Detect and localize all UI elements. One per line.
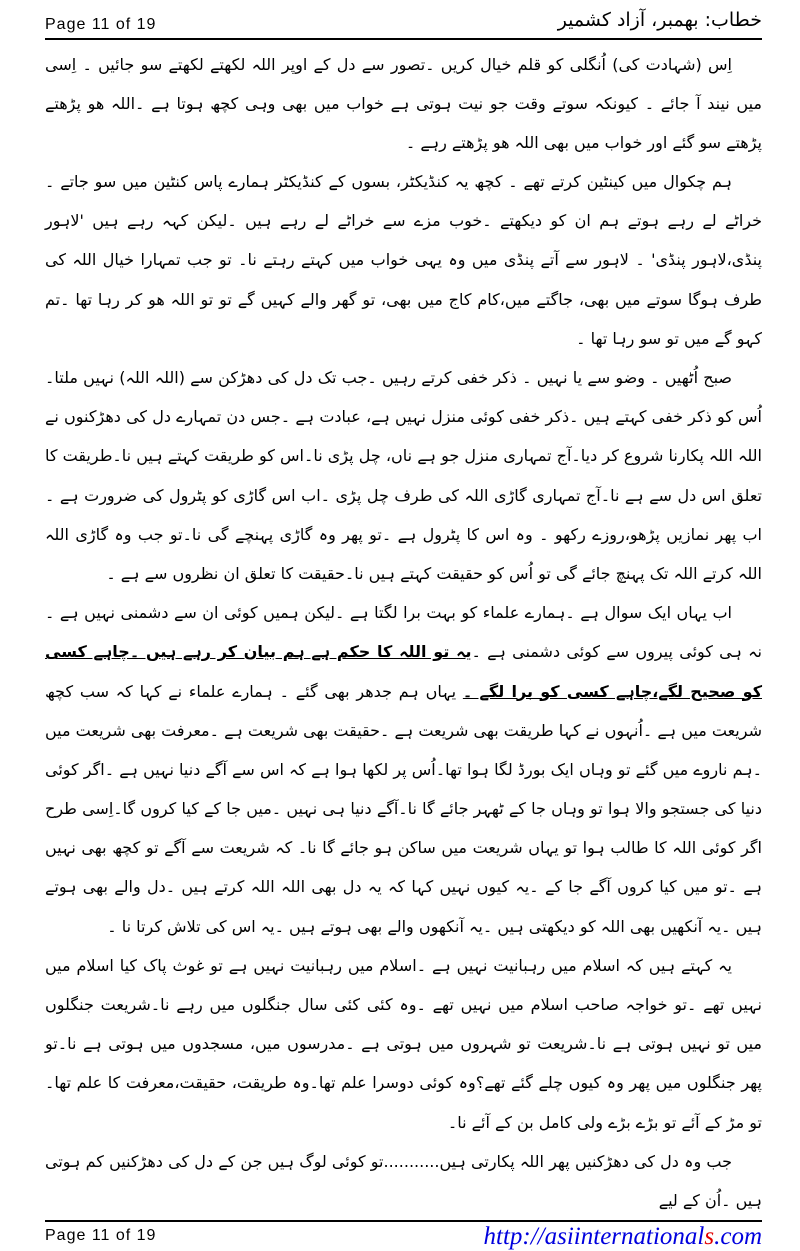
paragraph-2: ہم چکوال میں کینٹین کرتے تھے ۔ کچھ یہ کنڈیکٹر، بسوں کے کنڈیکٹر ہمارے پاس کنٹین میں سو جاتے ۔خراٹے لے رہے ہوتے ہم ان کو دیکھتے ۔خوب مزے سے خراٹے لے رہے ہیں ۔لیکن کہہ رہے ہیں 'لاہور پنڈی،لاہور پنڈی' ۔ لاہور سے آتے پنڈی میں وہ یہی خواب میں کہتے رہتے نا۔ تو جب تمہارا خیال اللہ کی طرف ہوگا سوتے میں بھی، جاگتے میں،کام کاج میں بھی، تو گھر والے کہیں گے تو تو اللہ ھو کر رہا تھا ۔تم کہو گے میں تو سو رہا تھا ۔ — [45, 172, 762, 348]
footer-website-link[interactable] — [484, 1223, 762, 1251]
document-body — [45, 40, 762, 1221]
header-page-number: Page 11 of 19 — [45, 15, 157, 33]
footer-url-main: http://asiinternational — [483, 1223, 705, 1251]
header-title: خطاب: بھمبر، آزاد کشمیر — [557, 9, 762, 31]
paragraph-6: جب وہ دل کی دھڑکنیں پھر اللہ پکارتی ہیں...........تو کوئی لوگ ہیں جن کے دل کی دھڑکنیں کم ہوتی ہیں ۔اُن کے لیے — [45, 1151, 762, 1210]
footer-url-accent: s — [704, 1223, 715, 1251]
paragraph-5: یہ کہتے ہیں کہ اسلام میں رہبانیت نہیں ہے ۔اسلام میں رہبانیت نہیں ہے تو غوث پاک کیا اسلام میں نہیں تھے ۔تو خواجہ صاحب اسلام میں نہیں تھے ۔وہ کئی کئی سال جنگلوں میں رہے نا۔شریعت جنگلوں میں تو نہیں ہوتی ہے نا۔شریعت تو شہروں میں ہوتی ہے ۔مدرسوں میں، مسجدوں میں ہوتی ہے نا۔تو پھر جنگلوں میں پھر وہ کیوں چلے گئے تھے؟وہ کوئی دوسرا علم تھا۔وہ طریقت، حقیقت،معرفت کا علم تھا۔تو مڑ کے آئے تو بڑے بڑے ولی کامل بن کے آئے نا۔ — [45, 955, 762, 1132]
paragraph-4 — [45, 593, 762, 946]
page-footer — [45, 1220, 762, 1251]
footer-page-number: Page 11 of 19 — [45, 1227, 157, 1245]
paragraph-3: صبح اُٹھیں ۔ وضو سے یا نہیں ۔ ذکر خفی کرتے رہیں ۔جب تک دل کی دھڑکن سے (اللہ اللہ) نہیں ملتا۔اُس کو ذکر خفی کہتے ہیں ۔ذکر خفی کوئی منزل نہیں ہے، عبادت ہے ۔جس دن تمہارے دل کی دھڑکنوں نے اللہ اللہ پکارنا شروع کر دیا۔آج تمہاری منزل جو ہے ناں، چل پڑی نا۔اس کو طریقت کہتے ہیں نا۔طریقت کا تعلق اس دل سے ہے نا۔آج تمہاری گاڑی اللہ کی طرف چل پڑی ۔اب اس گاڑی کو پٹرول کی ضرورت ہے ۔اب پھر نمازیں پڑھو،روزے رکھو ۔ وہ اس کا پٹرول ہے ۔تو پھر وہ گاڑی پہنچے گی نا۔تو جب وہ گاڑی اللہ اللہ کرتے اللہ تک پہنچ جائے گی تو اُس کو حقیقت کہتے ہیں نا۔حقیقت کا تعلق ان نظروں سے ہے ۔ — [45, 368, 762, 583]
paragraph-1: اِس (شہادت کی) اُنگلی کو قلم خیال کریں ۔تصور سے دل کے اوپر اللہ لکھتے لکھتے سو جائیں ۔ اِسی میں نیند آ جائے ۔ کیونکہ سوتے وقت جو نیت ہوتی ہے خواب میں بھی وہی کچھ ہوتا ہے ۔اللہ ھو پڑھتے پڑھتے سو گئے اور خواب میں بھی اللہ ھو پڑھتے رہے ۔ — [45, 54, 762, 152]
page-header — [45, 6, 762, 40]
footer-url-suffix: .com — [714, 1223, 762, 1251]
paragraph-4-emphasis: یہ تو اللہ کا حکم ہے ہم بیان کر رہے ہیں ۔چاہے کسی کو صحیح لگے،چاہے کسی کو برا لگے ۔ — [45, 642, 762, 701]
paragraph-4-lead: اب یہاں ایک سوال ہے ۔ہمارے علماء کو بہت برا لگتا ہے ۔لیکن ہمیں کوئی ان سے دشمنی نہیں ہے ۔نہ ہی کوئی پیروں سے کوئی دشمنی ہے ۔ — [45, 603, 762, 662]
paragraph-4-rest: یہاں ہم جدھر بھی گئے ۔ ہمارے علماء نے کہا کہ سب کچھ شریعت میں ہے ۔اُنہوں نے کہا طریقت بھی شریعت ہے ۔حقیقت بھی شریعت ہے ۔معرفت بھی شریعت میں ۔ہم ناروے میں گئے تو وہاں ایک بورڈ لگا ہوا تھا۔اُس پر لکھا ہوا ہے کہ اس سے آگے دنیا نہیں ہے ۔اگر کوئی دنیا کی جستجو والا ہوا تو وہاں جا کے ٹھہر جائے گا نا۔آگے دنیا ہی نہیں ۔میں جا کے کیا کروں گا۔اِسی طرح اگر کوئی اللہ کا طالب ہوا تو یہاں شریعت میں ساکن ہو جائے گا نا۔ کہ شریعت سے آگے تو کچھ بھی نہیں ہے ۔تو میں کیا کروں آگے جا کے ۔یہ کیوں نہیں کہا کہ یہ دل بھی اللہ اللہ کرتے ہیں ۔دل والے بھی ہوتے ہیں ۔یہ آنکھیں بھی اللہ کو دیکھتی ہیں ۔یہ آنکھوں والے بھی ہوتے ہیں ۔یہ اس کی تلاش کرتا نا ۔ — [45, 681, 762, 936]
